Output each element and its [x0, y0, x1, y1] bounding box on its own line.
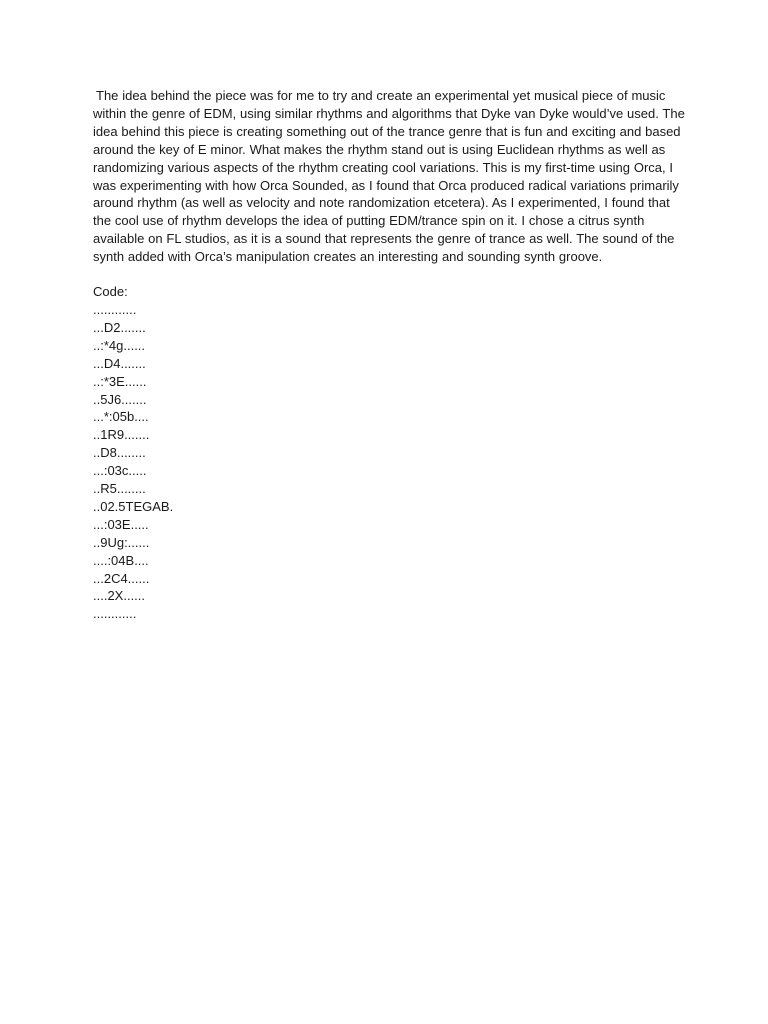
code-heading: Code: — [93, 284, 128, 300]
code-line: ....:04B.... — [93, 552, 149, 568]
code-line: ............ — [93, 301, 137, 317]
code-line: ..9Ug:...... — [93, 534, 150, 550]
code-line: ...D2....... — [93, 319, 146, 335]
code-line: ..:*4g...... — [93, 337, 146, 353]
code-line: ...*:05b.... — [93, 409, 149, 425]
code-line: ...:03c..... — [93, 463, 147, 479]
code-line: ............ — [93, 606, 137, 622]
code-line: ...D4....... — [93, 355, 146, 371]
document-content — [93, 87, 685, 623]
code-line: ..02.5TEGAB. — [93, 498, 174, 514]
body-paragraph: The idea behind the piece was for me to try and create an experimental yet musical piece of music within the genre of EDM, using similar rhythms and algorithms that Dyke van Dyke would’ve used. The idea behind this piece is creating something out of the trance genre that is fun and exciting and based around the key of E minor. What makes the rhythm stand out is using Euclidean rhythms as well as randomizing various aspects of the rhythm creating cool variations. This is my first-time using Orca, I was experimenting with how Orca Sounded, as I found that Orca produced radical variations primarily around rhythm (as well as velocity and note randomization etcetera). As I experimented, I found that the cool use of rhythm develops the idea of putting EDM/trance spin on it. I chose a citrus synth available on FL studios, as it is a sound that represents the genre of trance as well. The sound of the synth added with Orca’s manipulation creates an interesting and sounding synth groove. — [93, 88, 685, 265]
code-line: ..D8........ — [93, 445, 146, 461]
code-lines — [93, 301, 685, 623]
code-line: ...2C4...... — [93, 570, 150, 586]
code-block — [93, 283, 685, 623]
code-line: ..1R9....... — [93, 427, 150, 443]
code-line: ..:*3E...... — [93, 373, 147, 389]
code-line: ....2X...... — [93, 588, 146, 604]
code-line: ..R5........ — [93, 481, 146, 497]
code-line: ..5J6....... — [93, 391, 147, 407]
code-line: ...:03E..... — [93, 516, 149, 532]
